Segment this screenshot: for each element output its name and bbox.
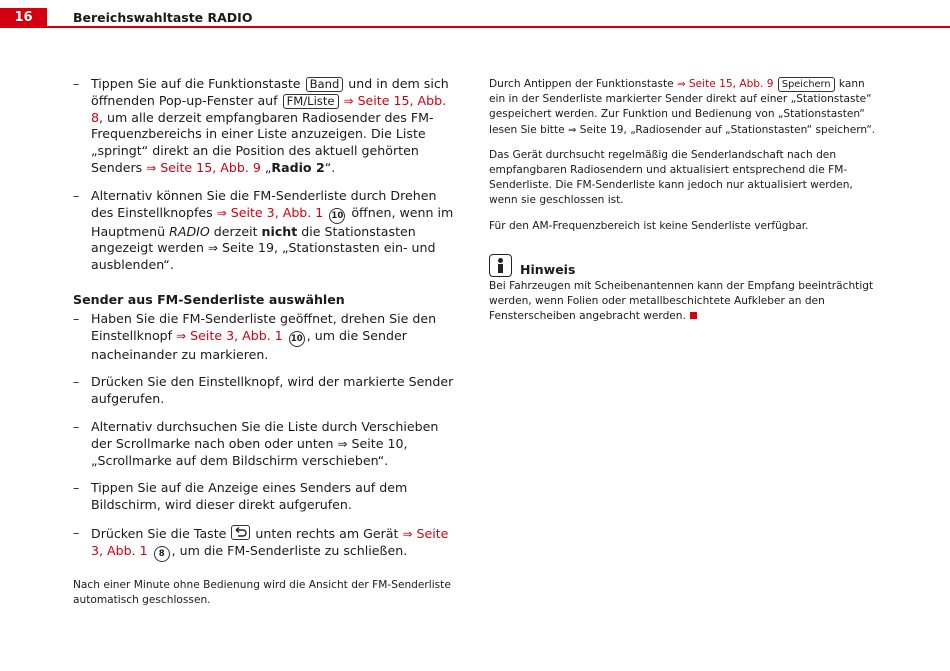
note-title: Hinweis — [520, 261, 576, 277]
list-item — [73, 525, 461, 562]
bold-text: Radio 2 — [271, 159, 325, 175]
arrow-icon: ⇒ — [343, 93, 354, 108]
list-dash: – — [73, 418, 80, 434]
text: Alternativ können Sie die FM-Senderliste durch Drehen des Einstellknopfes — [91, 187, 437, 220]
text: unten rechts am Gerät — [251, 525, 403, 541]
left-column — [73, 76, 461, 608]
text: derzeit — [209, 223, 262, 239]
note-heading — [489, 254, 881, 277]
footnote: Nach einer Minute ohne Bedienung wird die Ansicht der FM-Senderliste automatisch geschlossen. — [73, 578, 451, 606]
info-icon — [489, 254, 512, 277]
arrow-icon: ⇒ — [568, 124, 577, 136]
arrow-icon: ⇒ — [216, 205, 227, 220]
arrow-icon: ⇒ — [207, 241, 218, 256]
subheading: Sender aus FM-Senderliste auswählen — [73, 291, 345, 307]
arrow-icon: ⇒ — [146, 160, 157, 175]
text: und in dem sich öffnenden Pop-up-Fenster auf — [91, 76, 449, 108]
arrow-icon: ⇒ — [337, 436, 348, 451]
text: Seite 19, „Stationstasten ein- und ausblenden“. — [91, 240, 436, 273]
speichern-key: Speichern — [778, 77, 835, 92]
page-number: 16 — [0, 8, 47, 28]
cross-reference-link[interactable] — [677, 78, 773, 90]
fm-liste-key: FM/Liste — [283, 94, 339, 109]
list-item — [73, 188, 461, 274]
text: Durch Antippen der Funktionstaste — [489, 78, 678, 90]
callout-circle-10: 10 — [329, 208, 345, 224]
link-text: Seite 15, Abb. 9 — [685, 78, 774, 90]
link-text: Seite 3, Abb. 1 — [226, 204, 324, 220]
list-dash: – — [73, 480, 80, 496]
cross-reference-link[interactable] — [146, 160, 261, 175]
text: öffnen, wenn im Hauptmenü — [91, 204, 454, 239]
text: Haben Sie die FM-Senderliste geöffnet, drehen Sie den Einstellknopf — [91, 310, 437, 343]
list-dash: – — [73, 374, 80, 390]
band-key: Band — [306, 77, 344, 92]
text: “. — [324, 159, 336, 175]
section-title: Bereichswahltaste RADIO — [73, 10, 253, 25]
bold-text: nicht — [261, 223, 298, 239]
list-item — [73, 76, 461, 177]
paragraph: Für den AM-Frequenzbereich ist keine Senderliste verfügbar. — [489, 219, 809, 232]
arrow-icon: ⇒ — [402, 526, 413, 541]
list-dash: – — [73, 310, 80, 326]
arrow-icon: ⇒ — [677, 79, 686, 90]
text: Drücken Sie die Taste — [91, 525, 231, 541]
list-dash: – — [73, 524, 80, 540]
text: Tippen Sie auf die Funktionstaste — [91, 76, 305, 91]
text: Bei Fahrzeugen mit Scheibenantennen kann der Empfang beeinträchtigt werden, wenn Folien oder metallbeschichtete Aufkleber an den Fensterscheiben angebracht werden. — [489, 279, 874, 323]
list-item — [73, 480, 461, 514]
text: Seite 19, „Radiosender auf „Stationstasten“ speichern“. — [576, 123, 876, 136]
list-item — [73, 374, 461, 408]
list-item — [73, 311, 461, 364]
paragraph — [489, 77, 881, 138]
text: die Stationstasten angezeigt werden — [91, 223, 416, 256]
callout-circle-8: 8 — [154, 546, 170, 562]
text: kann ein in der Senderliste markierter Sender direkt auf einer „Stationstaste“ gespeichert werden. Zur Funktion und Bedienung von „Stationstasten“ lesen Sie bitte — [489, 78, 872, 136]
link-text: Seite 15, Abb. 8 — [91, 92, 447, 125]
text: , um die FM-Senderliste zu schließen. — [171, 542, 408, 558]
back-arrow-icon — [231, 525, 250, 540]
cross-reference-link[interactable] — [217, 205, 324, 220]
end-mark-icon — [690, 312, 697, 319]
text: Seite 10, „Scrollmarke auf dem Bildschirm verschieben“. — [91, 435, 408, 468]
text: Tippen Sie auf die Anzeige eines Senders auf dem Bildschirm, wird dieser direkt aufgerufen. — [91, 480, 408, 513]
list-dash: – — [73, 187, 80, 203]
text: , um die Sender nacheinander zu markieren. — [91, 327, 407, 362]
link-text: Seite 3, Abb. 1 — [91, 525, 449, 558]
paragraph: Das Gerät durchsucht regelmäßig die Senderlandschaft nach den empfangbaren Radiosendern und aktualisiert entsprechend die FM-Senderliste. Die FM-Senderliste kann jedoch nur aktualisiert werden, wenn sie geschlossen ist. — [489, 148, 853, 207]
italic-text: RADIO — [169, 223, 210, 239]
right-column — [489, 77, 881, 324]
text: Alternativ durchsuchen Sie die Liste durch Verschieben der Scrollmarke nach oben oder unten — [91, 418, 439, 451]
header-rule — [47, 26, 950, 28]
list-dash: – — [73, 76, 80, 91]
list-item — [73, 419, 461, 469]
page-header — [0, 0, 950, 30]
callout-circle-10: 10 — [289, 331, 305, 347]
cross-reference-link[interactable] — [176, 328, 283, 343]
arrow-icon: ⇒ — [176, 328, 187, 343]
text: Drücken Sie den Einstellknopf, wird der markierte Sender aufgerufen. — [91, 374, 454, 407]
note-body — [489, 279, 881, 325]
text: „ — [260, 159, 272, 175]
text: , um alle derzeit empfangbaren Radiosender des FM-Frequenzbereichs in einer Liste anzuzeigen. Die Liste „springt“ direkt an die Position des aktuell gehörten Senders — [91, 109, 434, 175]
link-text: Seite 15, Abb. 9 — [156, 159, 261, 175]
link-text: Seite 3, Abb. 1 — [186, 327, 283, 343]
